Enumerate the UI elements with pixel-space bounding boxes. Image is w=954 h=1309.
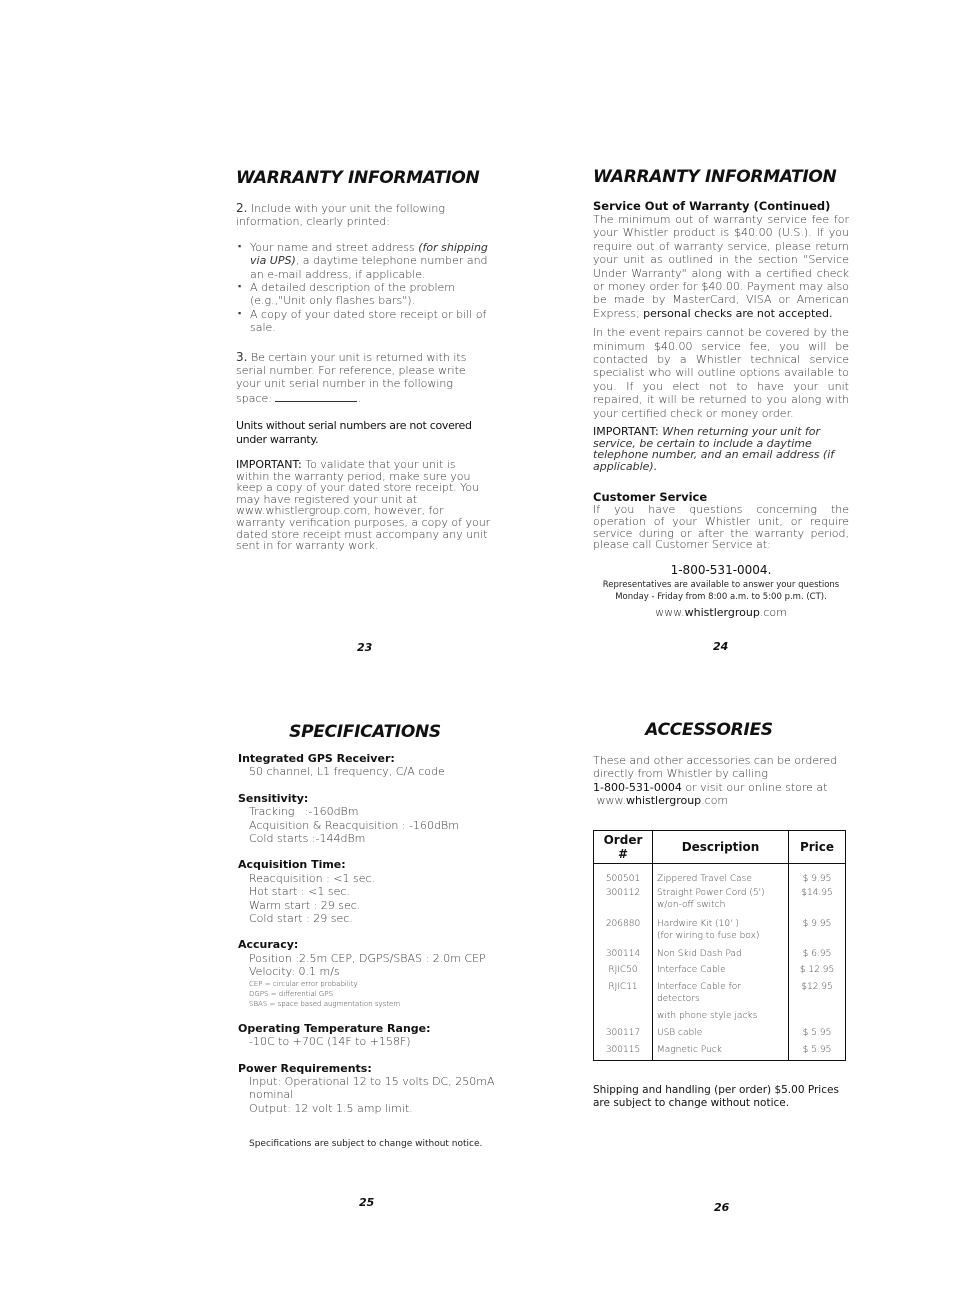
item-2-text: Include with your unit the following information, clearly printed: (236, 202, 445, 229)
spec-operating-temperature: Operating Temperature Range: -10C to +70C (14F to +158F) (238, 1021, 431, 1049)
spec-power-requirements: Power Requirements: Input: Operational 12 to 15 volts DC, 250mA nominal Output: 12 volt 1.5 amp limit. (238, 1061, 495, 1115)
page-26-title: ACCESSORIES (645, 720, 773, 740)
table-row: 500501 Zippered Travel Case $ 9.95 (594, 863, 846, 886)
page-25-title: SPECIFICATIONS (289, 722, 441, 742)
table-row: RJIC50 Interface Cable $ 12.95 (594, 961, 846, 977)
service-out-of-warranty-heading: Service Out of Warranty (Continued) (593, 199, 831, 213)
page-number-23: 23 (357, 641, 373, 654)
spec-footnote: Specifications are subject to change without notice. (249, 1139, 483, 1150)
table-row: RJIC11 Interface Cable for detectors $12.95 (594, 977, 846, 1006)
page-23 (236, 168, 492, 552)
repairs-paragraph: In the event repairs cannot be covered by the minimum $40.00 service fee, you will be contacted by a Whistler technical service specialist who will outline options available to you. If you elect not to have your unit repaired, it will be returned to you along with your certified check or money order. (593, 326, 849, 420)
spec-gps-receiver: Integrated GPS Receiver: 50 channel, L1 frequency, C/A code (238, 752, 445, 779)
important-text: To validate that your unit is within the warranty period, make sure you keep a copy of your dated store receipt. You may have registered your unit at www.whistlergroup.com, however, for warranty verification purposes, a copy of your dated store receipt must accompany any unit sent in for warranty work. (236, 458, 491, 553)
serial-number-blank (275, 391, 357, 402)
spec-acquisition-time: Acquisition Time: Reacquisition : <1 sec. Hot start : <1 sec. Warm start : 29 sec. Cold start : 29 sec. (238, 858, 376, 926)
store-website-link[interactable]: www.whistlergroup.com (596, 794, 729, 808)
hours-line-2: Monday - Friday from 8:00 a.m. to 5:00 p.m. (CT). (615, 591, 827, 602)
important-return-note: IMPORTANT: When returning your unit for service, be certain to include a daytime telephone number, and an email address (if applicable). (593, 425, 835, 473)
page-24-title: WARRANTY INFORMATION (593, 167, 837, 187)
column-header-price: Price (789, 830, 846, 863)
spec-accuracy: Accuracy: Position :2.5m CEP, DGPS/SBAS : 2.0m CEP Velocity: 0.1 m/s CEP = circular error probability DGPS = differential GPS SBAS = space based augmentation system (238, 938, 486, 1008)
item-3-text: Be certain your unit is returned with its serial number. For reference, please write your unit serial number in the following space: (236, 350, 467, 405)
page-23-title: WARRANTY INFORMATION (236, 168, 480, 188)
column-header-description: Description (653, 830, 789, 863)
table-row: 300117 USB cable $ 5.95 (594, 1023, 846, 1040)
website-link[interactable]: www.whistlergroup.com (655, 605, 787, 619)
order-phone: 1-800-531-0004 (593, 780, 682, 794)
customer-service-heading: Customer Service (593, 490, 708, 505)
page-number-25: 25 (359, 1196, 375, 1209)
table-row: 300112 Straight Power Cord (5') w/on-off switch $14.95 (594, 886, 846, 912)
accessories-table (593, 830, 846, 1061)
table-row: 206880 Hardwire Kit (10' ) (for wiring to fuse box) $ 9.95 (594, 912, 846, 943)
important-note (236, 459, 492, 552)
accessories-intro: These and other accessories can be ordered directly from Whistler by calling 1-800-531-0004 or visit our online store at www.whistlergroup.com (593, 754, 838, 808)
warranty-item-2 (236, 202, 492, 229)
table-row: with phone style jacks (594, 1006, 846, 1023)
shipping-note: Shipping and handling (per order) $5.00 Prices are subject to change without notice. (593, 1083, 839, 1110)
customer-service-paragraph: If you have questions concerning the operation of your Whistler unit, or require service during or after the warranty period, please call Customer Service at: (593, 503, 849, 552)
list-item: ▪ A copy of your dated store receipt or bill of sale. (236, 308, 492, 335)
hours-line-1: Representatives are available to answer your questions (602, 579, 840, 590)
column-header-order: Order # (594, 830, 653, 863)
serial-note: Units without serial numbers are not covered under warranty. (236, 419, 472, 446)
required-info-list (236, 241, 492, 335)
no-personal-checks: personal checks are not accepted. (643, 306, 833, 320)
warranty-item-3: 3. Be certain your unit is returned with its serial number. For reference, please write your unit serial number in the following space: . (236, 349, 467, 405)
page-24 (593, 167, 849, 619)
list-item: ▪ Your name and street address (for shipping via UPS), a daytime telephone number and an e-mail address, if applicable. (236, 241, 492, 281)
list-item: ▪ A detailed description of the problem (e.g.,"Unit only flashes bars"). (236, 281, 492, 308)
item-2-number: 2. (236, 201, 248, 215)
table-row: 300115 Magnetic Puck $ 5.95 (594, 1040, 846, 1061)
customer-service-contact (593, 563, 849, 619)
important-label: IMPORTANT: (236, 458, 302, 472)
item-3-number: 3. (236, 349, 248, 364)
page-number-26: 26 (714, 1201, 730, 1214)
service-fee-paragraph: The minimum out of warranty service fee for your Whistler product is $40.00 (U.S.). If you require out of warranty service, please return your unit as outlined in the section "Service Under Warranty" along with a certified check or money order for $40.00. Payment may also be made by MasterCard, VISA or American Express; personal checks are not accepted. (593, 213, 849, 320)
table-row: 300114 Non Skid Dash Pad $ 6.95 (594, 943, 846, 961)
phone-number: 1-800-531-0004. (670, 562, 772, 577)
page-25 (238, 722, 498, 1149)
page-number-24: 24 (713, 640, 729, 653)
spec-sensitivity: Sensitivity: Tracking :-160dBm Acquisition & Reacquisition : -160dBm Cold starts :-144dBm (238, 791, 459, 846)
page-26 (593, 720, 849, 1111)
